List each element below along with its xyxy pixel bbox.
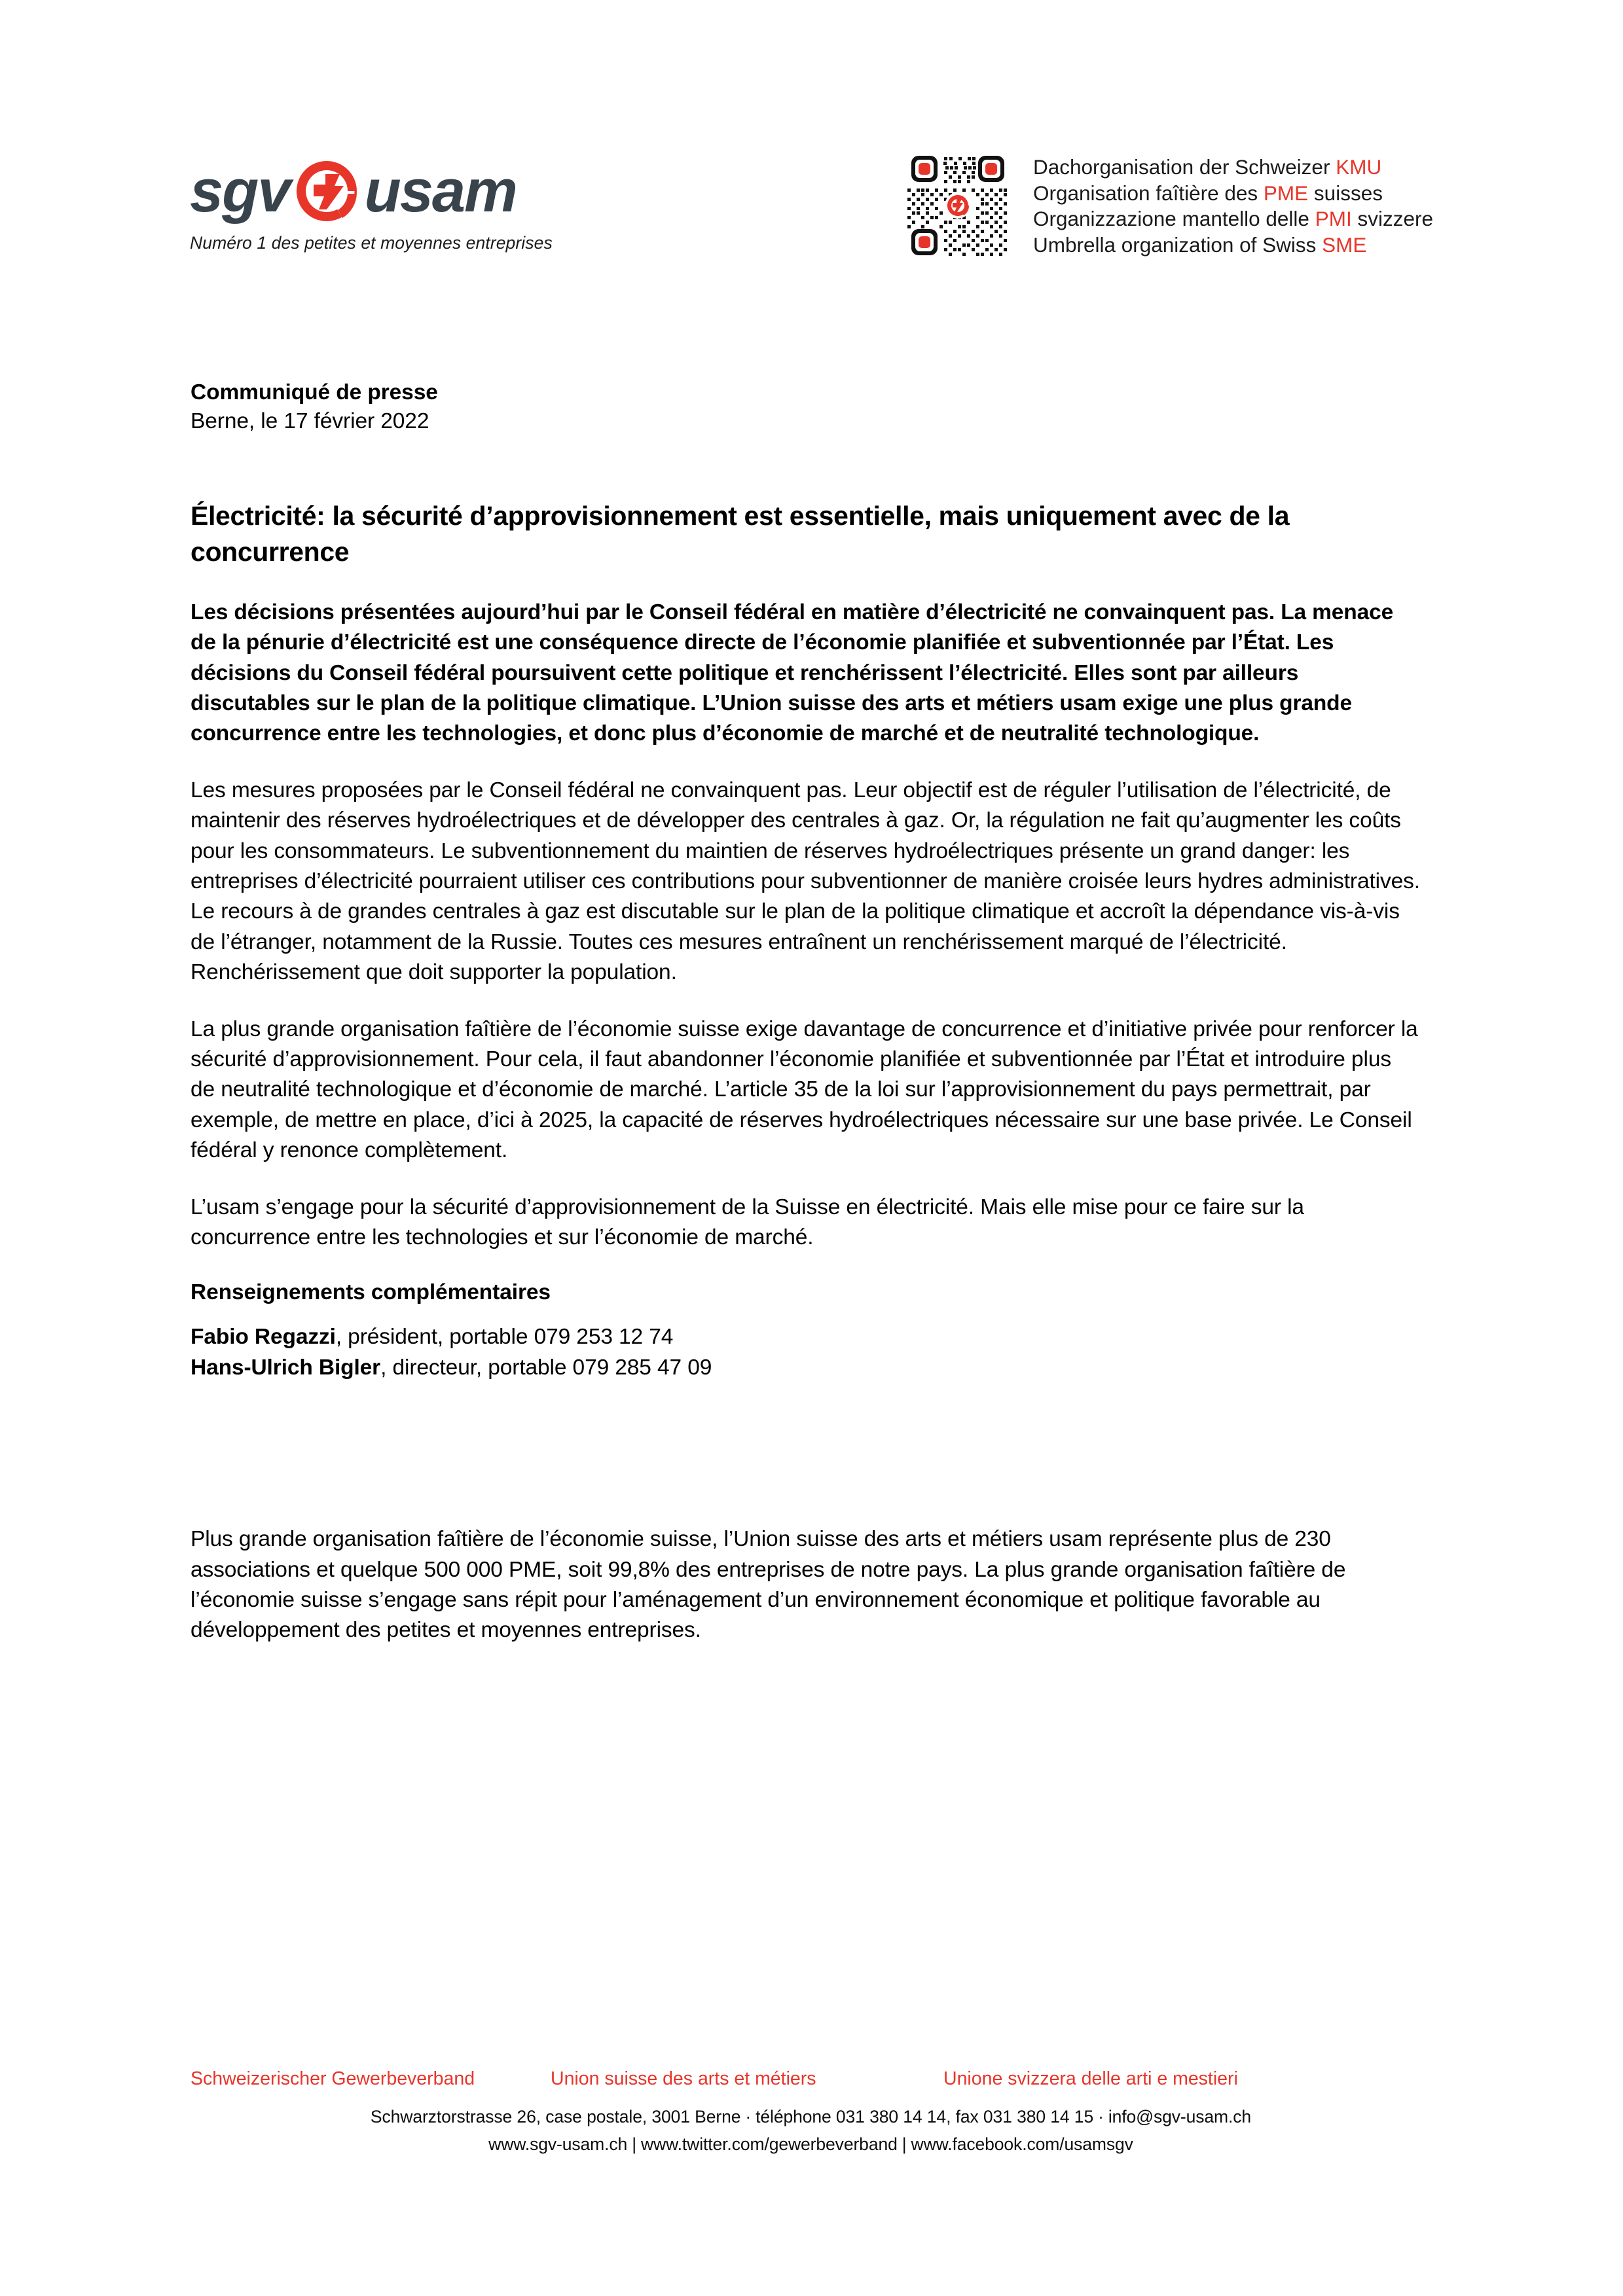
qr-code-icon bbox=[900, 149, 1016, 266]
footer-org-fr: Union suisse des arts et métiers bbox=[551, 2068, 816, 2089]
document-body bbox=[191, 378, 1431, 1646]
logo-wordmark bbox=[190, 156, 553, 226]
document-type-label: Communiqué de presse bbox=[191, 380, 438, 404]
contacts-list bbox=[191, 1322, 1431, 1383]
logo-tagline: Numéro 1 des petites et moyennes entreprises bbox=[190, 233, 553, 253]
footer-organization-names bbox=[191, 2068, 1431, 2096]
contact-details: , directeur, portable 079 285 47 09 bbox=[380, 1355, 712, 1380]
footer-email[interactable]: info@sgv-usam.ch bbox=[1108, 2107, 1252, 2126]
slogan-fr-after: suisses bbox=[1308, 181, 1383, 205]
footer-facebook-link[interactable]: www.facebook.com/usamsgv bbox=[911, 2134, 1133, 2154]
slogan-it-after: svizzere bbox=[1351, 207, 1433, 231]
slogan-de-before: Dachorganisation der Schweizer bbox=[1032, 155, 1336, 179]
page-header bbox=[190, 149, 1433, 280]
headline-wrapper bbox=[191, 498, 1431, 569]
logo-text-sgv: sgv bbox=[190, 158, 290, 224]
footer-links-line bbox=[191, 2134, 1431, 2155]
slogan-list bbox=[1033, 149, 1433, 258]
lead-paragraph: Les décisions présentées aujourd’hui par le Conseil fédéral en matière d’électricité ne convainquent pas. La menace de la pénurie d’électricité est une conséquence directe de l’économie planifiée et subventionnée par l’État. Les décisions du Conseil fédéral poursuivent cette politique et renchérissent l’électricité. Elles sont par ailleurs discutables sur le plan de la politique climatique. L’Union suisse des arts et métiers usam exige une plus grande concurrence entre les technologies, et donc plus d’économie de marché et de neutralité technologique. bbox=[191, 600, 1394, 746]
slogan-it bbox=[1033, 206, 1433, 232]
footer-separator: · bbox=[745, 2107, 752, 2126]
slogan-de bbox=[1033, 154, 1433, 181]
slogan-fr-highlight: PME bbox=[1263, 181, 1309, 205]
slogan-en bbox=[1033, 232, 1433, 259]
footer-link-separator: | bbox=[902, 2134, 907, 2154]
contact-row bbox=[191, 1322, 1431, 1352]
footer-website-link[interactable]: www.sgv-usam.ch bbox=[488, 2134, 628, 2154]
footer-org-it: Unione svizzera delle arti e mestieri bbox=[943, 2068, 1238, 2089]
slogan-it-before: Organizzazione mantello delle bbox=[1032, 207, 1315, 231]
slogan-fr-before: Organisation faîtière des bbox=[1032, 181, 1264, 205]
header-right-block bbox=[900, 149, 1433, 266]
footer-separator: · bbox=[1098, 2107, 1104, 2126]
footer-phone-text: téléphone 031 380 14 14, fax 031 380 14 15 bbox=[756, 2107, 1094, 2126]
contact-name: Hans-Ulrich Bigler bbox=[191, 1355, 381, 1380]
slogan-en-highlight: SME bbox=[1322, 232, 1367, 257]
dateline: Berne, le 17 février 2022 bbox=[191, 409, 429, 434]
body-paragraph-1: Les mesures proposées par le Conseil fédéral ne convainquent pas. Leur objectif est de réguler l’utilisation de l’électricité, de maintenir des réserves hydroélectriques et de développer des centrales à gaz. Or, la régulation ne fait qu’augmenter les coûts pour les consommateurs. Le subventionnement du maintien de réserves hydroélectriques présente un grand danger: les entreprises d’électricité pourraient utiliser ces contributions pour subventionner de manière croisée leurs hydres administratives. Le recours à de grandes centrales à gaz est discutable sur le plan de la politique climatique et accroît la dépendance vis-à-vis de l’étranger, notamment de la Russie. Toutes ces mesures entraînent un renchérissement marqué de l’électricité. Renchérissement que doit supporter la population. bbox=[191, 778, 1420, 985]
slogan-en-before: Umbrella organization of Swiss bbox=[1032, 232, 1322, 257]
logo-text-usam: usam bbox=[364, 158, 517, 224]
contacts-heading: Renseignements complémentaires bbox=[191, 1280, 551, 1305]
swiss-cross-circle-icon bbox=[293, 157, 361, 225]
page-title: Électricité: la sécurité d’approvisionnement est essentielle, mais uniquement avec de la concurrence bbox=[191, 501, 1290, 567]
body-paragraph-2: La plus grande organisation faîtière de l’économie suisse exige davantage de concurrence et d’initiative privée pour renforcer la sécurité d’approvisionnement. Pour cela, il faut abandonner l’économie planifiée et subventionnée par l’État et introduire plus de neutralité technologique et d’économie de marché. L’article 35 de la loi sur l’approvisionnement du pays permettrait, par exemple, de mettre en place, d’ici à 2025, la capacité de réserves hydroélectriques nécessaire sur une base privée. Le Conseil fédéral y renonce complètement. bbox=[191, 1016, 1418, 1163]
footer-contact-line bbox=[191, 2107, 1431, 2127]
footer-link-separator: | bbox=[632, 2134, 636, 2154]
boilerplate-paragraph: Plus grande organisation faîtière de l’économie suisse, l’Union suisse des arts et métiers usam représente plus de 230 associations et quelque 500 000 PME, soit 99,8% des entreprises de notre pays. La plus grande organisation faîtière de l’économie suisse s’engage sans répit pour l’aménagement d’un environnement économique et politique favorable au développement des petites et moyennes entreprises. bbox=[191, 1527, 1346, 1643]
sgv-usam-logo bbox=[190, 156, 553, 253]
slogan-it-highlight: PMI bbox=[1315, 207, 1352, 231]
footer-twitter-link[interactable]: www.twitter.com/gewerbeverband bbox=[641, 2134, 898, 2154]
body-paragraph-3: L’usam s’engage pour la sécurité d’approvisionnement de la Suisse en électricité. Mais elle mise pour ce faire sur la concurrence entre les technologies et sur l’économie de marché. bbox=[191, 1194, 1304, 1249]
footer-org-de: Schweizerischer Gewerbeverband bbox=[191, 2068, 475, 2089]
slogan-de-highlight: KMU bbox=[1336, 155, 1382, 179]
slogan-fr bbox=[1033, 181, 1433, 207]
contact-name: Fabio Regazzi bbox=[191, 1325, 336, 1350]
page-footer bbox=[191, 2068, 1431, 2155]
contact-details: , président, portable 079 253 12 74 bbox=[335, 1325, 674, 1350]
contact-row bbox=[191, 1353, 1431, 1383]
footer-address-text: Schwarztorstrasse 26, case postale, 3001 Berne bbox=[370, 2107, 741, 2126]
